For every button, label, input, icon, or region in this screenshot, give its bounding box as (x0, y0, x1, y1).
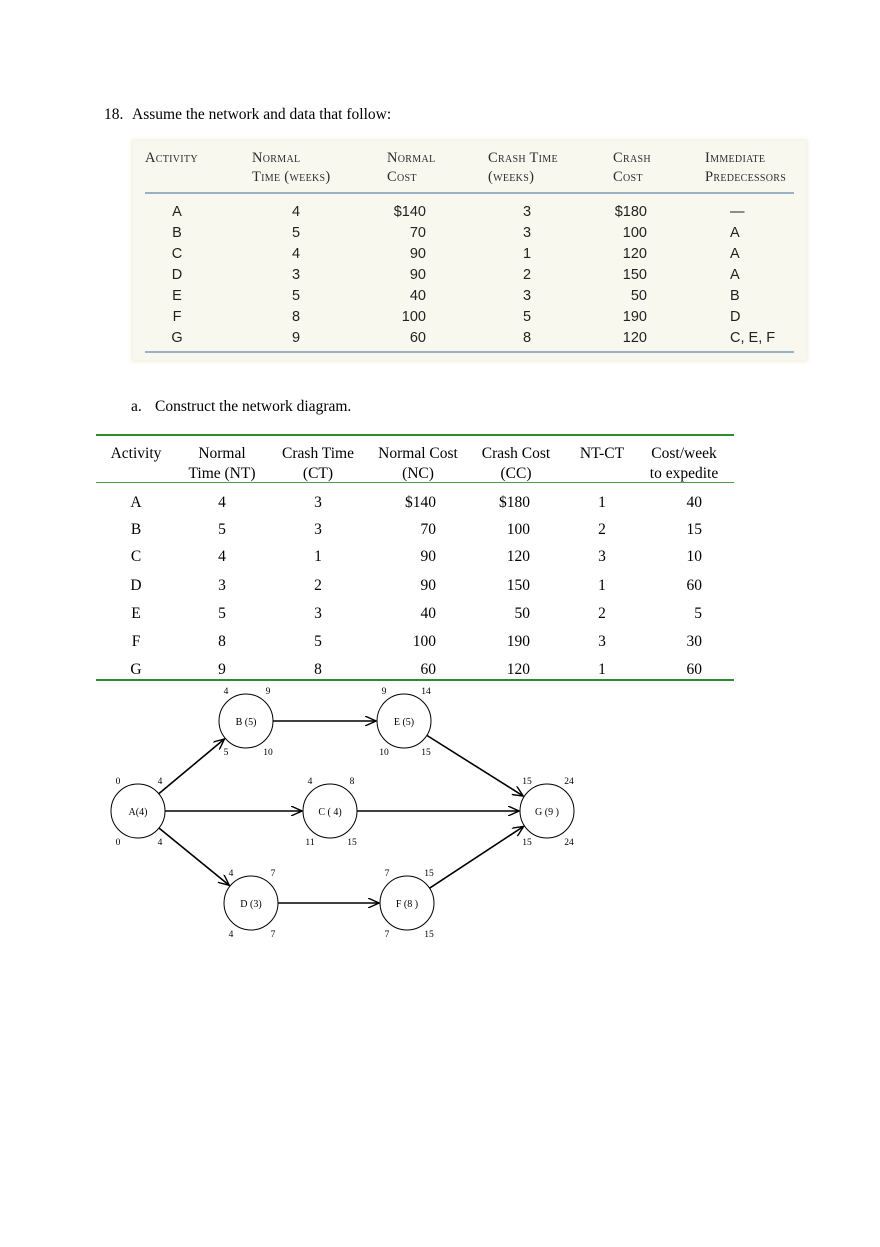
cost-table-cell: 60 (420, 661, 436, 678)
node-es-B: 4 (223, 687, 229, 697)
cost-table-header-crash-time: Crash Time (CT) (282, 445, 354, 482)
question-number: 18. (104, 106, 124, 123)
part-a-text: Construct the network diagram. (155, 398, 352, 415)
node-label-F: F (8 ) (395, 899, 419, 910)
cost-table-cell: 8 (218, 633, 226, 650)
table1-cell: 2 (522, 267, 532, 283)
cost-table-cell: C (130, 548, 142, 565)
node-es-F: 7 (384, 869, 390, 879)
table1-cell: 100 (622, 225, 647, 241)
node-label-D: D (3) (240, 899, 262, 910)
node-ef-F: 15 (424, 869, 434, 879)
table1-cell: 120 (622, 330, 647, 346)
cost-table-cell: 9 (218, 661, 226, 678)
node-label-A: A(4) (128, 807, 148, 818)
cost-table-header-activity: Activity (110, 445, 162, 462)
table1-cell: 5 (291, 225, 301, 241)
cost-table-header-normal-cost: Normal Cost (NC) (378, 445, 458, 482)
edge-A-B (159, 739, 225, 794)
table1-cell: 60 (409, 330, 426, 346)
cost-table-cell: 3 (314, 521, 322, 538)
node-lf-A: 4 (157, 838, 163, 848)
cost-table-cell: 1 (598, 577, 606, 594)
cost-table-cell: 1 (598, 661, 606, 678)
cost-table-cell: A (130, 494, 142, 511)
table1-cell: 3 (522, 225, 532, 241)
table1-cell: 9 (291, 330, 301, 346)
node-ef-B: 9 (265, 687, 271, 697)
cost-table-cell: 3 (218, 577, 226, 594)
node-ls-C: 11 (305, 838, 315, 848)
table1-header-normal-time: Normal Time (weeks) (252, 150, 331, 185)
table1-cell: D (730, 309, 741, 325)
node-es-G: 15 (522, 777, 532, 787)
cost-table-header-crash-cost: Crash Cost (CC) (481, 445, 551, 482)
cost-table-cell: 30 (686, 633, 702, 650)
node-label-B: B (5) (235, 717, 257, 728)
cost-table-cell: 120 (506, 548, 530, 565)
node-ls-A: 0 (115, 838, 121, 848)
cost-table-cell: 1 (314, 548, 322, 565)
cost-table-cell: 3 (314, 605, 322, 622)
cost-table-cell: 190 (506, 633, 530, 650)
node-ls-G: 15 (522, 838, 532, 848)
table1-cell: C (171, 246, 183, 262)
table1-cell: 150 (622, 267, 647, 283)
edge-F-G (430, 826, 524, 888)
cost-table-cell: 120 (506, 661, 530, 678)
node-es-C: 4 (307, 777, 313, 787)
cost-table-cell: 2 (598, 605, 606, 622)
cost-table-cell: $180 (499, 494, 530, 511)
edge-E-G (427, 735, 523, 796)
table1-cell: 3 (522, 204, 532, 220)
cost-table-cell: 40 (420, 605, 436, 622)
cost-table-cell: 3 (598, 548, 606, 565)
table1-cell: G (171, 330, 183, 346)
table1-cell: 120 (622, 246, 647, 262)
table1-header-crash-cost: Crash Cost (613, 150, 651, 185)
table1-cell: 4 (291, 246, 301, 262)
node-lf-F: 15 (424, 930, 434, 940)
cost-table-cell: 3 (314, 494, 322, 511)
cost-table-cell: B (130, 521, 142, 538)
cost-table-cell: 60 (686, 577, 702, 594)
cost-table-header-normal-time: Normal Time (NT) (188, 445, 256, 482)
node-lf-E: 15 (421, 748, 431, 758)
table1-cell: $180 (614, 204, 647, 220)
node-ls-F: 7 (384, 930, 390, 940)
cost-table-cell: 100 (412, 633, 436, 650)
table1-cell: A (730, 267, 740, 283)
table1-cell: B (172, 225, 182, 241)
cost-table-cell: F (131, 633, 141, 650)
table1-cell: 4 (291, 204, 301, 220)
table1-cell: 3 (522, 288, 532, 304)
cost-table-cell: 90 (420, 548, 436, 565)
table1-cell: D (171, 267, 183, 283)
table1-cell: B (730, 288, 740, 304)
cost-table-cell: 100 (506, 521, 530, 538)
cost-table-cell: 40 (686, 494, 702, 511)
node-lf-C: 15 (347, 838, 357, 848)
cost-table-cell: 60 (686, 661, 702, 678)
table1-cell: A (730, 246, 740, 262)
table1-cell: F (172, 309, 182, 325)
table1-header-activity: Activity (145, 150, 198, 166)
cost-table-cell: 5 (218, 605, 226, 622)
table1-cell: A (730, 225, 740, 241)
node-es-D: 4 (228, 869, 234, 879)
table1-cell: 3 (291, 267, 301, 283)
table1-cell: — (730, 204, 745, 220)
cost-table-cell: 2 (314, 577, 322, 594)
node-es-A: 0 (115, 777, 121, 787)
cost-table-cell: 70 (420, 521, 436, 538)
table1-cell: A (172, 204, 182, 220)
cost-table-cell: 50 (514, 605, 530, 622)
cost-table-cell: 8 (314, 661, 322, 678)
cost-table-cell: 5 (314, 633, 322, 650)
table1-cell: 50 (630, 288, 647, 304)
table1-cell: C, E, F (730, 330, 776, 346)
node-ls-B: 5 (223, 748, 229, 758)
table1-cell: 90 (409, 246, 426, 262)
node-ef-C: 8 (349, 777, 355, 787)
table1-cell: 1 (522, 246, 532, 262)
table1-cell: 8 (291, 309, 301, 325)
cost-table-cell: 1 (598, 494, 606, 511)
table1-cell: 190 (622, 309, 647, 325)
node-label-E: E (5) (393, 717, 415, 728)
node-ef-D: 7 (270, 869, 276, 879)
question-text: Assume the network and data that follow: (132, 106, 392, 123)
table1-cell: 8 (522, 330, 532, 346)
cost-table-cell: G (130, 661, 142, 678)
table1-cell: $140 (393, 204, 426, 220)
table1-cell: 90 (409, 267, 426, 283)
table1-header-crash-time: Crash Time (weeks) (488, 150, 558, 185)
cost-table-cell: $140 (405, 494, 436, 511)
table1-cell: 5 (291, 288, 301, 304)
cost-table-header-nt-ct: NT-CT (579, 445, 625, 462)
cost-table-header-cost-per-week: Cost/week to expedite (649, 445, 719, 482)
cost-table-cell: 2 (598, 521, 606, 538)
table1-cell: 5 (522, 309, 532, 325)
node-label-G: G (9 ) (535, 807, 559, 818)
table1-cell: 70 (409, 225, 426, 241)
node-ef-E: 14 (421, 687, 431, 697)
node-ef-A: 4 (157, 777, 163, 787)
table1-cell: 40 (409, 288, 426, 304)
table1-header-predecessors: Immediate Predecessors (705, 150, 787, 185)
node-lf-B: 10 (263, 748, 273, 758)
table1-cell: E (172, 288, 182, 304)
cost-table-cell: 4 (218, 494, 226, 511)
cost-table-cell: 10 (686, 548, 702, 565)
cost-table-cell: D (130, 577, 142, 594)
node-es-E: 9 (381, 687, 387, 697)
table1-cell: 100 (401, 309, 426, 325)
cost-table-cell: 5 (694, 605, 702, 622)
cost-table-cell: 90 (420, 577, 436, 594)
cost-table-cell: 15 (686, 521, 702, 538)
cost-table-cell: 3 (598, 633, 606, 650)
cost-table-cell: 4 (218, 548, 226, 565)
table1-header-normal-cost: Normal Cost (387, 150, 436, 185)
node-ef-G: 24 (564, 777, 574, 787)
node-label-C: C ( 4) (318, 807, 342, 818)
node-ls-D: 4 (228, 930, 234, 940)
cost-table-cell: 5 (218, 521, 226, 538)
cost-table-cell: E (131, 605, 141, 622)
node-lf-D: 7 (270, 930, 276, 940)
part-a-letter: a. (131, 398, 142, 415)
cost-table-cell: 150 (506, 577, 530, 594)
node-ls-E: 10 (379, 748, 389, 758)
node-lf-G: 24 (564, 838, 574, 848)
edge-A-D (159, 828, 229, 885)
